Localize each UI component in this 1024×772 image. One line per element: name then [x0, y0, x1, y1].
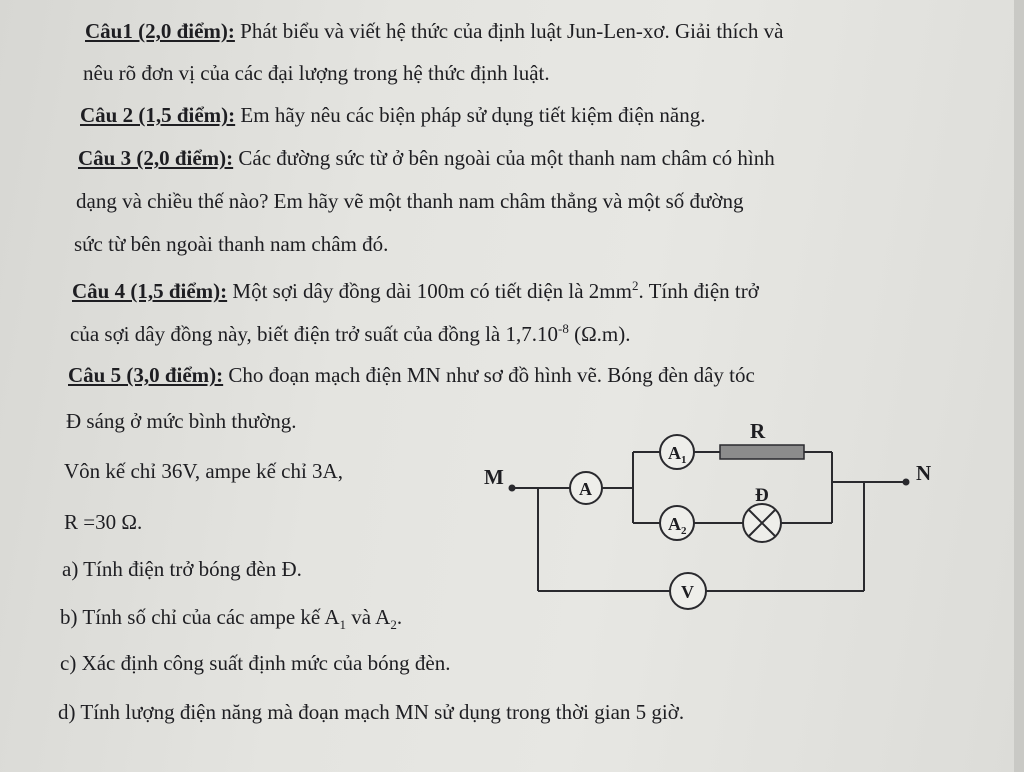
paper-edge	[1014, 0, 1024, 772]
q5-line-3: Vôn kế chỉ 36V, ampe kế chỉ 3A,	[64, 459, 343, 483]
node-m-dot	[509, 485, 516, 492]
label-n: N	[916, 461, 932, 485]
circuit-diagram	[470, 408, 950, 620]
q3-text-1: Các đường sức từ ở bên ngoài của một thanh nam châm có hình	[233, 146, 775, 170]
label-ammeter1: $A_1$	[668, 443, 687, 466]
q4-text-1-sup: 2	[631, 278, 639, 293]
q5-part-b-pre: b) Tính số chỉ của các ampe kế A	[60, 605, 340, 629]
label-m: M	[484, 465, 504, 489]
q5-part-b	[60, 604, 402, 638]
q4-text-2b: (Ω.m).	[568, 322, 631, 346]
q4-line-1	[72, 273, 759, 304]
q3-line-2: dạng và chiều thế nào? Em hãy vẽ một thanh nam châm thẳng và một số đường	[76, 189, 744, 213]
label-ammeter-main: A	[579, 479, 592, 499]
node-n-dot	[903, 479, 910, 486]
q5-part-b-sub1: 1	[339, 617, 347, 633]
q2-label: Câu 2 (1,5 điểm):	[80, 103, 236, 127]
q4-text-2a: của sợi dây đồng này, biết điện trở suất của đồng là 1,7.10	[70, 322, 558, 346]
q5-line-2: Đ sáng ở mức bình thường.	[66, 409, 297, 433]
q5-part-c: c) Xác định công suất định mức của bóng đèn.	[60, 651, 451, 675]
q2-text-1: Em hãy nêu các biện pháp sử dụng tiết kiệm điện năng.	[235, 103, 706, 127]
q5-part-b-post: .	[396, 605, 403, 629]
q5-part-d: d) Tính lượng điện năng mà đoạn mạch MN sử dụng trong thời gian 5 giờ.	[58, 700, 685, 724]
q4-text-1a: Một sợi dây đồng dài 100m có tiết diện là 2mm	[227, 279, 632, 303]
q2-line-1	[80, 102, 706, 128]
q5-line-4: R =30 Ω.	[64, 510, 143, 534]
q1-line-1	[85, 18, 783, 44]
q1-text-1: Phát biểu và viết hệ thức của định luật Jun-Len-xơ. Giải thích và	[234, 19, 784, 43]
q1-label: Câu1 (2,0 điểm):	[85, 19, 235, 43]
label-lamp: Đ	[755, 485, 769, 506]
q4-label: Câu 4 (1,5 điểm):	[72, 279, 228, 303]
resistor-r	[720, 445, 804, 459]
q4-text-1b: . Tính điện trở	[638, 279, 759, 303]
lamp-icon	[743, 504, 781, 542]
q5-part-a: a) Tính điện trở bóng đèn Đ.	[62, 557, 302, 581]
q3-label: Câu 3 (2,0 điểm):	[78, 146, 234, 170]
circuit-wires	[512, 452, 906, 591]
q5-line-1	[68, 362, 755, 388]
q3-line-3: sức từ bên ngoài thanh nam châm đó.	[74, 232, 389, 256]
q1-line-2: nêu rõ đơn vị của các đại lượng trong hệ thức định luật.	[83, 61, 550, 85]
q5-label: Câu 5 (3,0 điểm):	[68, 363, 224, 387]
q4-line-2	[70, 316, 631, 347]
q5-part-b-sub2: 2	[390, 617, 397, 633]
q5-text-1: Cho đoạn mạch điện MN như sơ đồ hình vẽ. Bóng đèn dây tóc	[223, 363, 755, 387]
q4-text-2-sup: -8	[557, 321, 569, 336]
label-r: R	[750, 419, 766, 443]
label-voltmeter: V	[681, 582, 694, 602]
label-ammeter2: $A_2$	[668, 514, 687, 537]
q3-line-1	[78, 145, 775, 171]
q5-part-b-mid: và A	[346, 605, 391, 629]
